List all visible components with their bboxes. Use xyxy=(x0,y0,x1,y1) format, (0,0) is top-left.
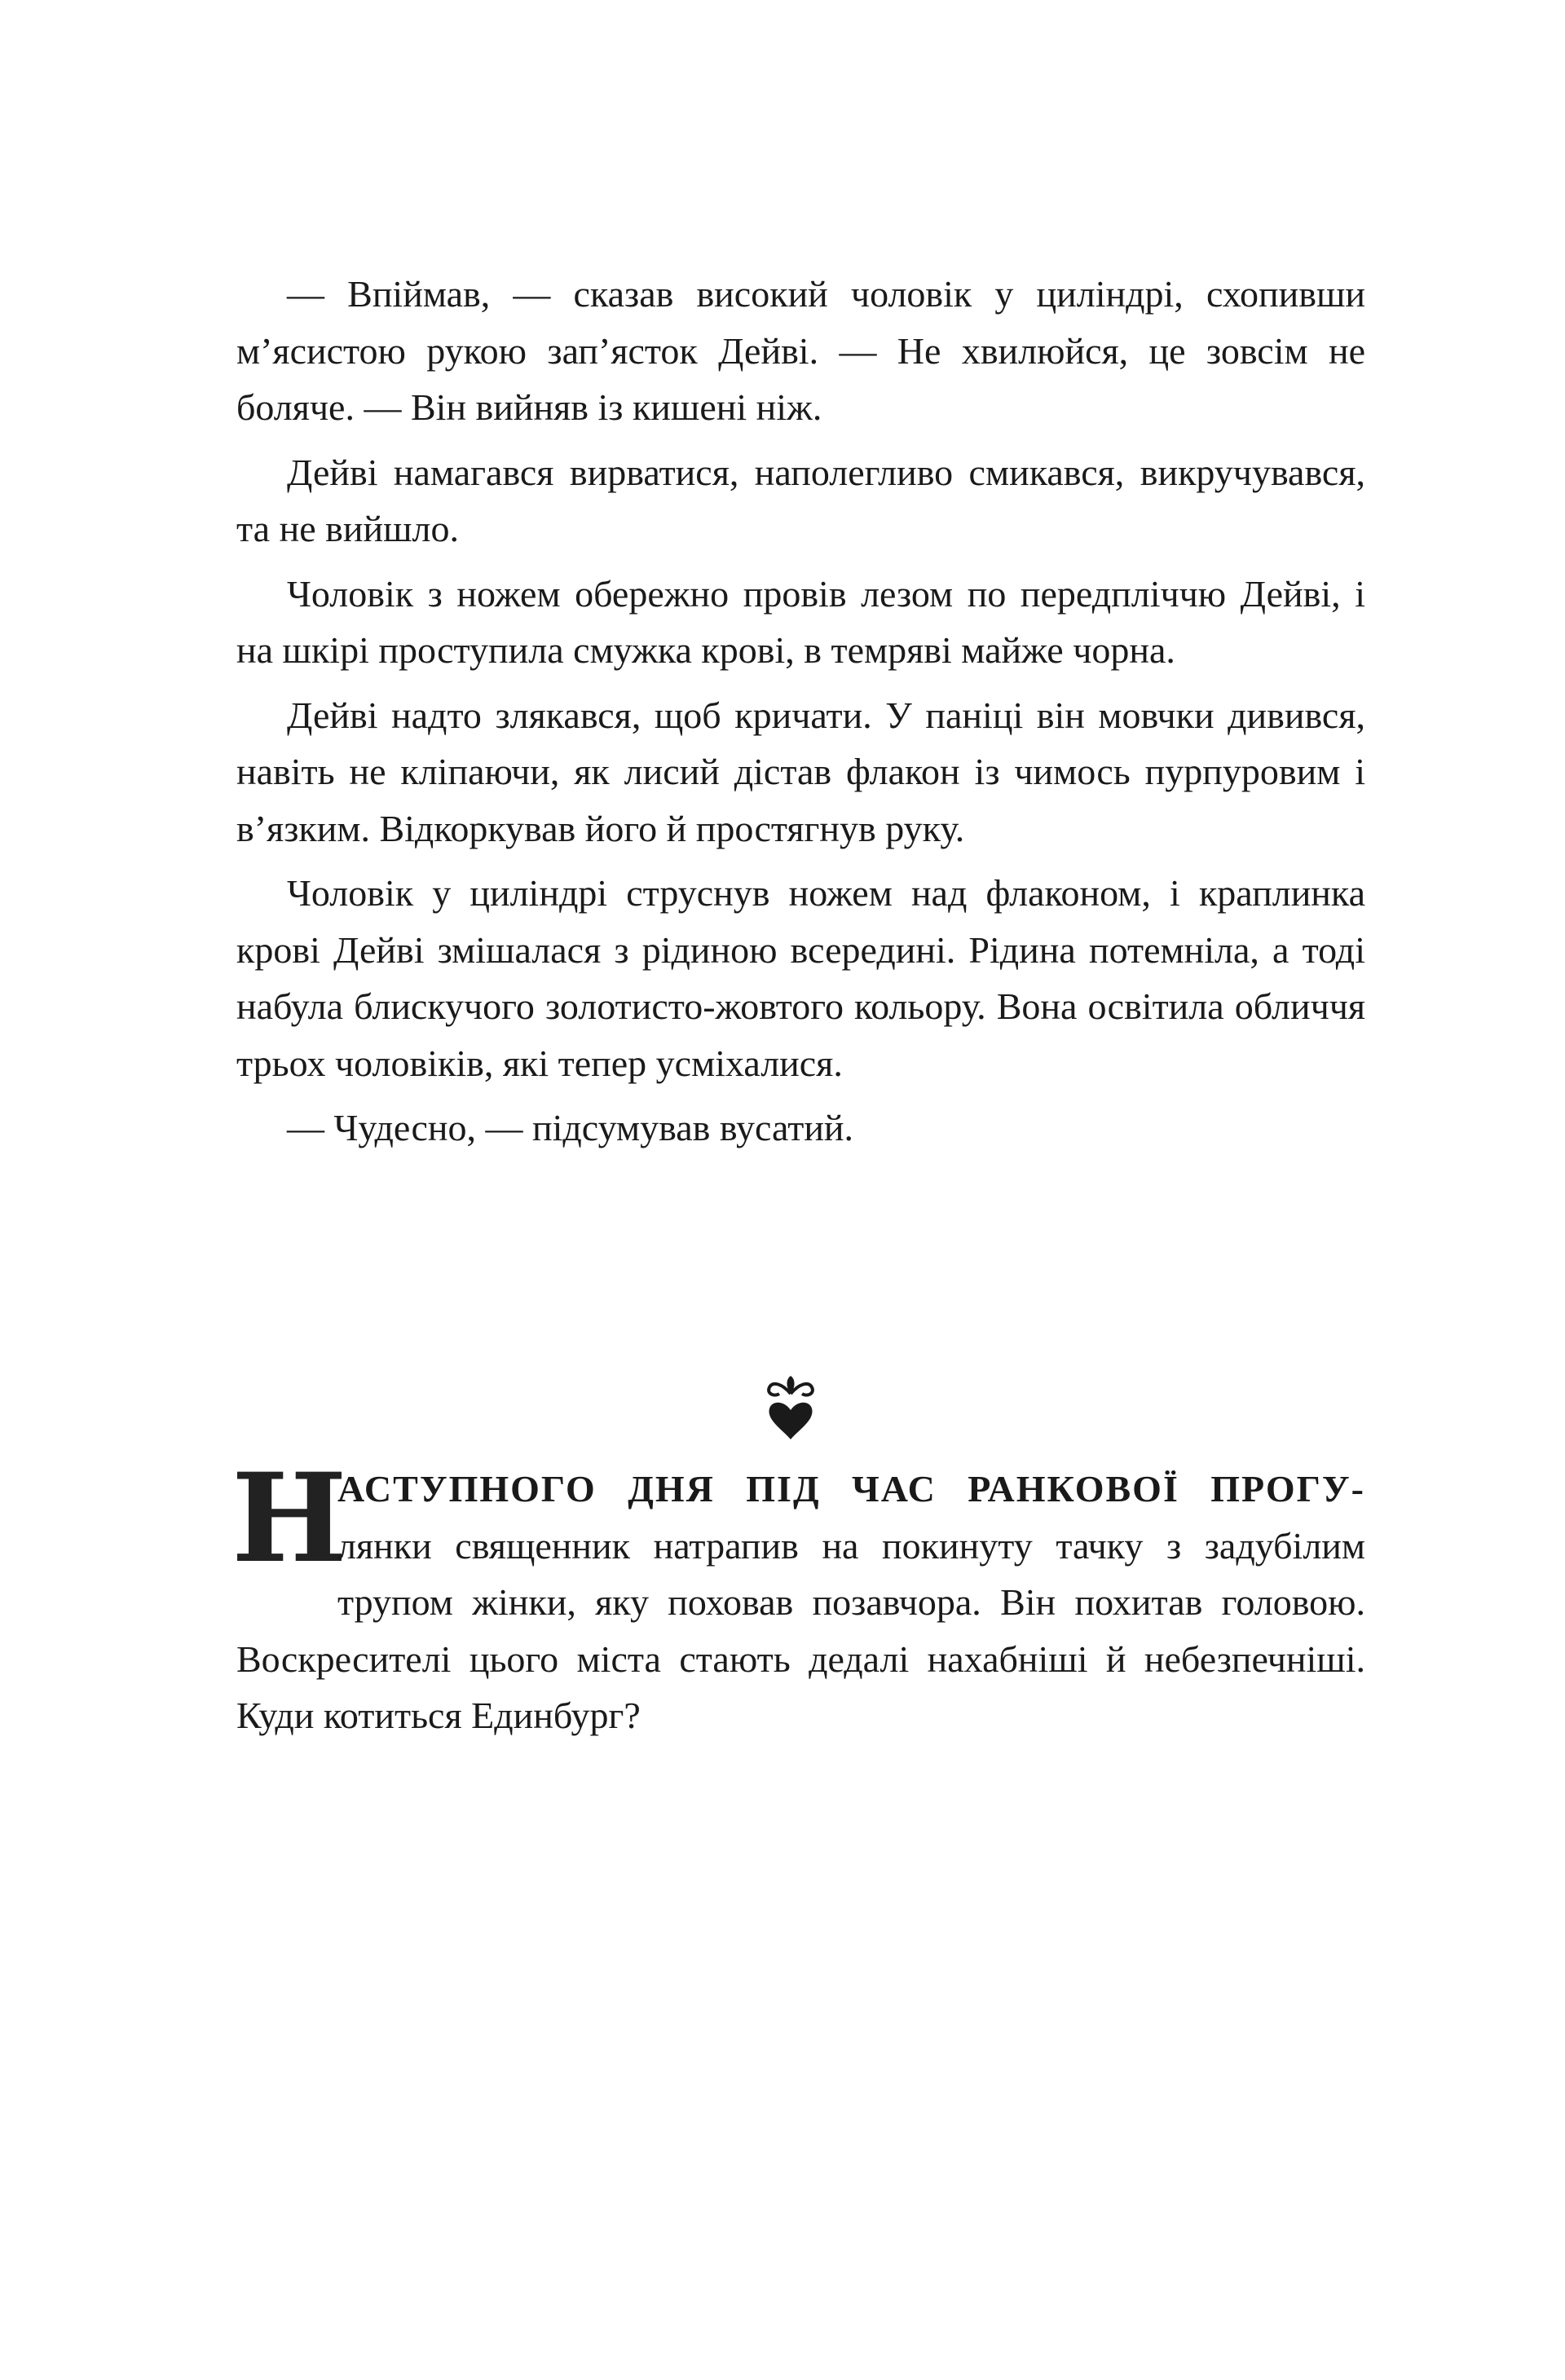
opening-paragraph xyxy=(231,1447,1365,1744)
section-two-text xyxy=(231,1447,1365,1744)
paragraph: — Впіймав, — сказав високий чоловік у циліндрі, схопивши м’ясистою рукою зап’ясток Дейві. — Не хвилюйся, це зовсім не боляче. — Він вийняв із кишені ніж. xyxy=(236,273,1365,428)
small-caps-lead: АСТУПНОГО ДНЯ ПІД ЧАС РАНКОВОЇ ПРОГУ- xyxy=(337,1468,1365,1510)
heart-flourish-icon xyxy=(758,1369,823,1443)
paragraph: Дейві надто злякався, щоб кричати. У паніці він мовчки дивився, навіть не кліпаючи, як лисий дістав флакон із чимось пурпуровим і в’язким. Відкоркував його й простягнув руку. xyxy=(236,694,1365,849)
paragraph: — Чудесно, — підсумував вусатий. xyxy=(287,1107,854,1148)
paragraph: Чоловік з ножем обережно провів лезом по передпліччю Дейві, і на шкірі проступила смужка крові, в темряві майже чорна. xyxy=(236,572,1365,671)
paragraph: Чоловік у циліндрі струснув ножем над флаконом, і краплинка крові Дейві змішалася з рідиною всередині. Рідина потемніла, а тоді набула блискучого золотисто-жовтого кольору. Вона освітила обличчя трьох чоловіків, які тепер усміхалися. xyxy=(236,872,1365,1084)
drop-cap: Н xyxy=(231,1447,347,1590)
paragraph-body: лянки священник натрапив на покинуту тачку з задубілим трупом жінки, яку поховав позавчора. Він похитав головою. Воскресителі цього міста стають дедалі нахабніші й небезпечніші. Куди котиться Единбург? xyxy=(236,1524,1365,1736)
section-one-text xyxy=(236,266,1365,1165)
paragraph: Дейві намагався вирватися, наполегливо смикався, викручувався, та не вийшло. xyxy=(236,451,1365,549)
